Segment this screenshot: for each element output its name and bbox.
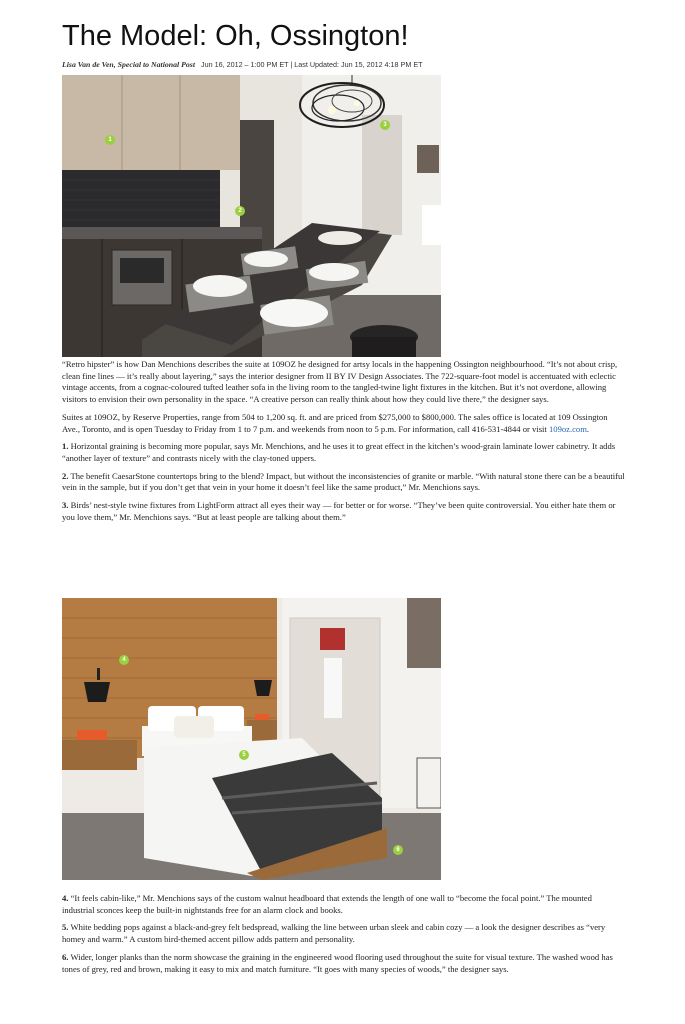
suites-paragraph	[62, 412, 625, 435]
item-number: 1.	[62, 441, 69, 452]
article-body-bottom	[62, 893, 625, 981]
item-text: White bedding pops against a black-and-grey felt bedspread, walking the line between urban sleek and cabin cozy — a look the designer describes as “very homey and warm.” A custom bird-themed accent pillow adds pattern and personality.	[62, 922, 606, 945]
item-2	[62, 471, 625, 494]
item-text: Wider, longer planks than the norm showcase the graining in the engineered wood flooring used throughout the suite for visual texture. The washed wood has tones of grey, red and brown, making it easy to mix and match furniture. “It goes with many species of woods,” the designer says.	[62, 951, 613, 974]
website-link[interactable]: 109oz.com	[548, 423, 587, 434]
callout-marker-5: 5	[239, 750, 249, 760]
bedroom-photo	[62, 598, 441, 880]
item-3	[62, 500, 625, 523]
item-number: 2.	[62, 470, 69, 481]
updated-date: Last Updated: Jun 15, 2012 4:18 PM ET	[294, 60, 423, 69]
callout-marker-3: 3	[380, 120, 390, 130]
item-5	[62, 922, 625, 945]
callout-marker-6: 6	[393, 845, 403, 855]
item-text: Horizontal graining is becoming more popular, says Mr. Menchions, and he uses it to great effect in the kitchen’s wood-grain laminate lower cabinetry. It adds “another layer of texture” and contrasts nicely with the clay-toned uppers.	[62, 441, 616, 463]
item-text: Birds’ nest-style twine fixtures from LightForm attract all eyes their way — for better or for worse. “They’ve been quite controversial. You either hate them or you love them,” Mr. Menchions says. “But at least people are talking about them.”	[62, 500, 616, 522]
suites-text: Suites at 109OZ, by Reserve Properties, range from 504 to 1,200 sq. ft. and are priced from $275,000 to $800,000. The sales office is located at 109 Ossington Ave., Toronto, and is open Tuesday to Friday from 1 to 7 p.m. and weekends from noon to 5 p.m. For information, call 416-531-4844 or visit	[62, 411, 608, 434]
published-date: Jun 16, 2012 – 1:00 PM ET	[201, 60, 289, 69]
article-body-top	[62, 359, 625, 529]
item-text: The benefit CaesarStone countertops bring to the blend? Impact, but without the inconsistencies of granite or marble. “With natural stone there can be a beautiful vein in the sample, but if you don’t get that vein in your home it doesn’t feel like the same product,” Mr. Menchions says.	[62, 470, 625, 493]
item-4	[62, 893, 625, 916]
bedroom-illustration	[62, 598, 441, 880]
item-6	[62, 952, 625, 975]
callout-marker-4: 4	[119, 655, 129, 665]
callout-marker-1: 1	[105, 135, 115, 145]
item-1	[62, 441, 625, 464]
kitchen-photo	[62, 75, 441, 357]
item-number: 5.	[62, 922, 69, 933]
item-number: 4.	[62, 893, 69, 903]
item-number: 6.	[62, 951, 69, 962]
suites-text-end: .	[586, 423, 590, 434]
kitchen-illustration	[62, 75, 441, 357]
intro-paragraph: “Retro hipster” is how Dan Menchions describes the suite at 109OZ he designed for artsy locals in the happening Ossington neighbourhood. “It’s not about crisp, clean fine lines — it’s really about layering,” says the interior designer from II BY IV Design Associates. The 722-square-foot model is accentuated with eclectic vintage accents, from a cognac-coloured tufted leather sofa in the living room to the tangled-twine light fixtures in the kitchen. But it’s not overdone, allowing visitors to envision their own personality in the space. “A creative person can really think about how they could live there,” the designer says.	[62, 359, 618, 405]
item-text: “It feels cabin-like,” Mr. Menchions says of the custom walnut headboard that extends the length of one wall to “become the focal point.” The mounted industrial sconces keep the built-in nightstands free for an alarm clock and books.	[62, 893, 592, 915]
callout-marker-2: 2	[235, 206, 245, 216]
article-title: The Model: Oh, Ossington!	[62, 20, 409, 52]
item-number: 3.	[62, 500, 69, 511]
byline: Lisa Van de Ven, Special to National Post Jun 16, 2012 – 1:00 PM ET | Last Updated: Jun 15, 2012 4:18 PM ET	[62, 60, 423, 69]
author-name[interactable]: Lisa Van de Ven, Special to National Post	[62, 60, 195, 69]
